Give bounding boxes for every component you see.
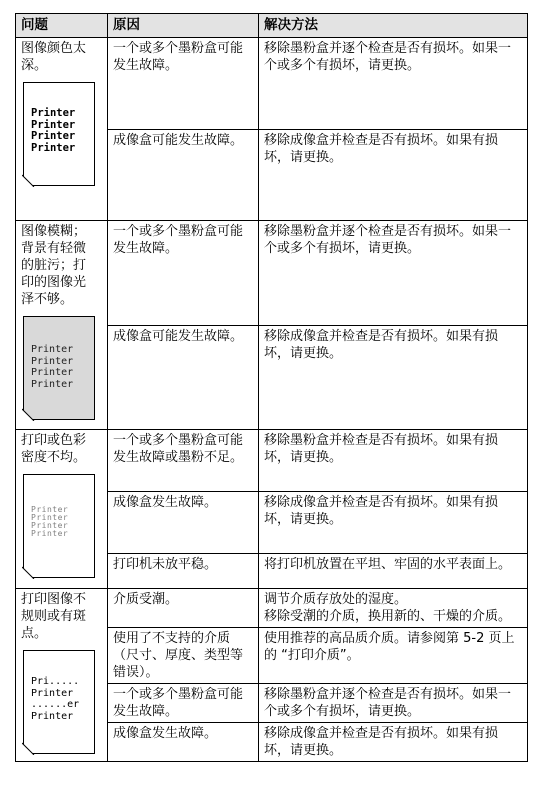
problem-text-line: 打印或色彩 bbox=[21, 433, 87, 448]
problem-text-line: 打印图像不 bbox=[21, 592, 87, 607]
problem-text-line: 泽不够。 bbox=[21, 292, 74, 307]
problem-text-line: 密度不均。 bbox=[21, 450, 87, 465]
cause-cell: 成像盒可能发生故障。 bbox=[108, 129, 259, 221]
sample-text: Printer Printer Printer Printer bbox=[31, 505, 69, 538]
problem-text-line: 背景有轻微 bbox=[21, 241, 87, 256]
cause-cell: 打印机未放平稳。 bbox=[108, 554, 259, 589]
table-row bbox=[16, 430, 528, 492]
cause-cell: 一个或多个墨粉盒可能发生故障。 bbox=[108, 684, 259, 723]
table-row bbox=[16, 38, 528, 130]
solution-cell: 移除墨粉盒并逐个检查是否有损坏。如果一个或多个有损坏，请更换。 bbox=[259, 38, 528, 130]
cause-cell: 一个或多个墨粉盒可能发生故障或墨粉不足。 bbox=[108, 430, 259, 492]
cause-cell: 使用了不支持的介质（尺寸、厚度、类型等错误）。 bbox=[108, 628, 259, 684]
problem-text-line: 印的图像光 bbox=[21, 275, 87, 290]
problem-cell bbox=[16, 38, 108, 221]
solution-cell: 移除墨粉盒并逐个检查是否有损坏。如果一个或多个有损坏，请更换。 bbox=[259, 221, 528, 326]
table-row bbox=[16, 589, 528, 628]
cause-cell: 一个或多个墨粉盒可能发生故障。 bbox=[108, 38, 259, 130]
problem-text-line: 图像模糊； bbox=[21, 224, 87, 239]
solution-cell: 移除成像盒并检查是否有损坏。如果有损坏，请更换。 bbox=[259, 723, 528, 762]
table-header-row bbox=[16, 14, 528, 38]
cause-cell: 一个或多个墨粉盒可能发生故障。 bbox=[108, 221, 259, 326]
header-cause: 原因 bbox=[108, 14, 259, 38]
problem-text-line: 点。 bbox=[21, 626, 48, 641]
problem-text-line: 规则或有斑 bbox=[21, 609, 87, 624]
solution-cell: 将打印机放置在平坦、牢固的水平表面上。 bbox=[259, 554, 528, 589]
sample-print-blurred-image bbox=[23, 316, 95, 420]
troubleshooting-table bbox=[15, 13, 528, 762]
solution-cell: 移除成像盒并检查是否有损坏。如果有损坏，请更换。 bbox=[259, 325, 528, 430]
problem-text-line: 图像颜色太 bbox=[21, 41, 87, 56]
sample-print-spots-image bbox=[23, 650, 95, 754]
cause-cell: 成像盒可能发生故障。 bbox=[108, 325, 259, 430]
problem-text-line: 的脏污；打 bbox=[21, 258, 87, 273]
sample-text: Printer Printer Printer Printer bbox=[31, 107, 76, 154]
sample-print-dark-image bbox=[23, 82, 95, 186]
problem-text-line: 深。 bbox=[21, 58, 48, 73]
cause-cell: 介质受潮。 bbox=[108, 589, 259, 628]
problem-cell bbox=[16, 221, 108, 430]
solution-cell: 调节介质存放处的湿度。 移除受潮的介质，换用新的、干燥的介质。 bbox=[259, 589, 528, 628]
cause-cell: 成像盒发生故障。 bbox=[108, 492, 259, 554]
sample-print-uneven-image bbox=[23, 474, 95, 578]
header-problem: 问题 bbox=[16, 14, 108, 38]
sample-text: Printer Printer Printer Printer bbox=[31, 344, 74, 390]
cause-cell: 成像盒发生故障。 bbox=[108, 723, 259, 762]
solution-cell: 移除墨粉盒并检查是否有损坏。如果有损坏，请更换。 bbox=[259, 430, 528, 492]
solution-cell: 移除成像盒并检查是否有损坏。如果有损坏，请更换。 bbox=[259, 129, 528, 221]
solution-cell: 移除墨粉盒并逐个检查是否有损坏。如果一个或多个有损坏，请更换。 bbox=[259, 684, 528, 723]
table-row bbox=[16, 221, 528, 326]
solution-cell: 移除成像盒并检查是否有损坏。如果有损坏，请更换。 bbox=[259, 492, 528, 554]
header-solution: 解决方法 bbox=[259, 14, 528, 38]
sample-text: Pri..... Printer ......er Printer bbox=[31, 676, 80, 722]
problem-cell bbox=[16, 589, 108, 762]
problem-cell bbox=[16, 430, 108, 589]
solution-cell: 使用推荐的高品质介质。请参阅第 5-2 页上的 “打印介质”。 bbox=[259, 628, 528, 684]
